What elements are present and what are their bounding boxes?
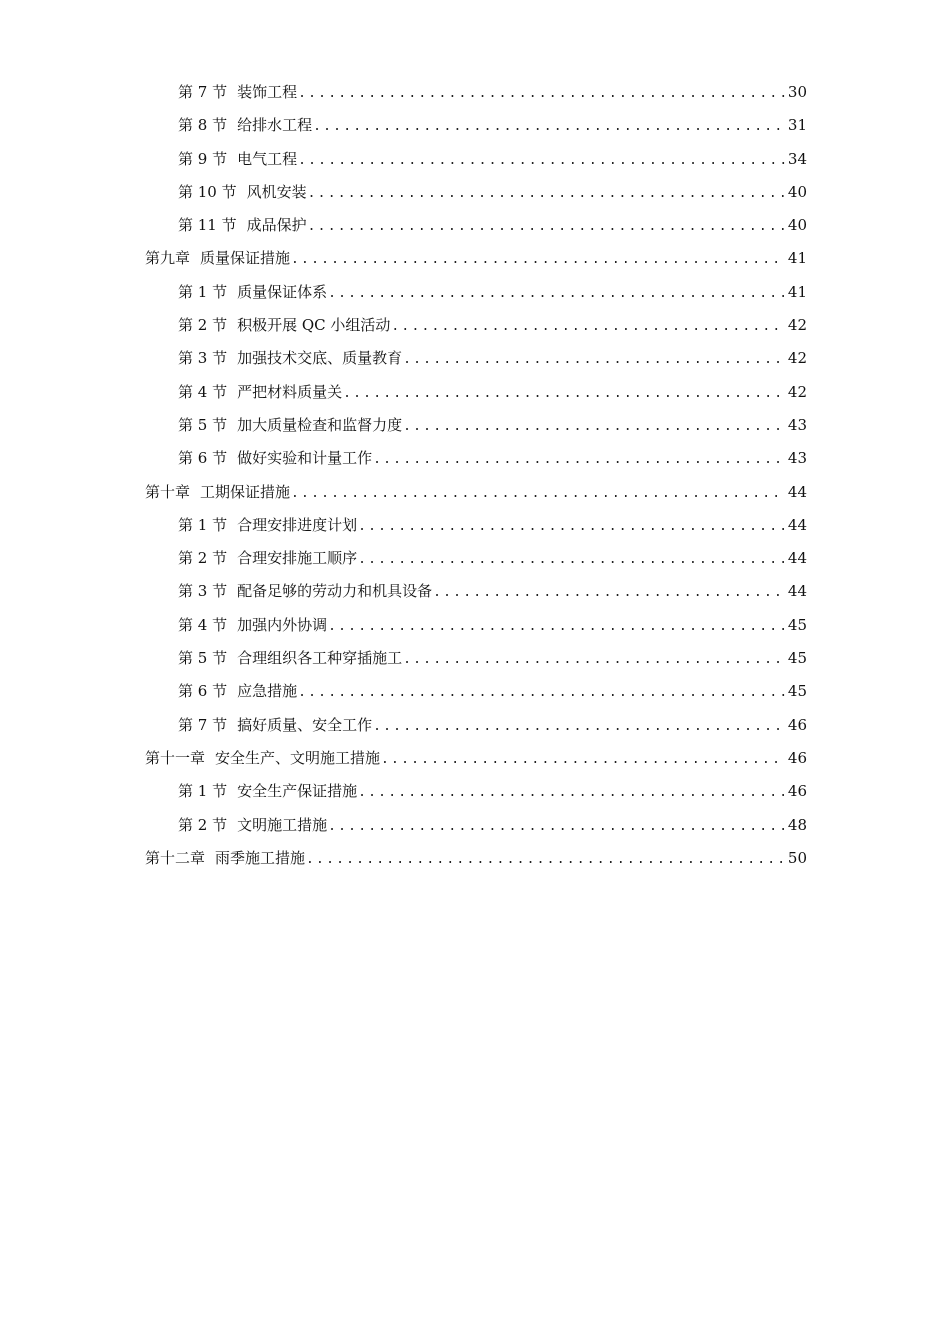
dot-leader (343, 377, 785, 410)
entry-title: 加强内外协调 (237, 615, 328, 634)
entry-title: 搞好质量、安全工作 (237, 715, 373, 734)
toc-chapter-entry[interactable] (145, 476, 807, 509)
entry-title: 装饰工程 (237, 83, 298, 101)
dot-leader (291, 243, 785, 276)
entry-number: 第 5 节 (178, 415, 228, 434)
dot-leader (358, 776, 785, 809)
toc-section-entry[interactable] (145, 575, 807, 608)
toc-chapter-entry[interactable] (145, 842, 807, 875)
entry-number: 第 2 节 (178, 815, 228, 834)
dot-leader (373, 443, 785, 476)
entry-page-number: 30 (787, 83, 807, 101)
entry-number: 第 3 节 (178, 349, 228, 368)
dot-leader (328, 277, 785, 310)
entry-title: 合理组织各工种穿插施工 (237, 649, 403, 668)
entry-page-number: 44 (787, 515, 807, 534)
entry-title: 质量保证措施 (200, 249, 291, 268)
entry-page-number: 45 (787, 682, 807, 701)
entry-title: 严把材料质量关 (237, 382, 343, 401)
entry-title: 加大质量检查和监督力度 (237, 415, 403, 434)
entry-page-number: 46 (787, 748, 807, 767)
entry-number: 第 10 节 (178, 182, 237, 201)
entry-page-number: 31 (787, 116, 807, 135)
entry-title: 做好实验和计量工作 (237, 449, 373, 468)
entry-title: 应急措施 (237, 682, 298, 701)
entry-page-number: 46 (787, 715, 807, 734)
entry-page-number: 40 (787, 182, 807, 201)
toc-chapter-entry[interactable] (145, 242, 807, 275)
toc-section-entry[interactable] (145, 775, 807, 808)
entry-title: 成品保护 (246, 216, 307, 235)
toc-section-entry[interactable] (145, 542, 807, 575)
entry-page-number: 44 (787, 549, 807, 568)
toc-section-entry[interactable] (145, 675, 807, 708)
entry-page-number: 50 (787, 848, 807, 867)
toc-section-entry[interactable] (145, 376, 807, 409)
toc-section-entry[interactable] (145, 76, 807, 109)
entry-title: 雨季施工措施 (215, 848, 306, 867)
entry-number: 第 9 节 (178, 149, 228, 168)
entry-page-number: 45 (787, 649, 807, 668)
dot-leader (308, 210, 785, 243)
toc-section-entry[interactable] (145, 809, 807, 842)
entry-title: 配备足够的劳动力和机具设备 (237, 582, 433, 601)
entry-page-number: 40 (787, 216, 807, 235)
dot-leader (403, 343, 785, 376)
entry-number: 第 3 节 (178, 582, 228, 601)
entry-page-number: 42 (787, 316, 807, 335)
dot-leader (391, 310, 785, 343)
toc-section-entry[interactable] (145, 642, 807, 675)
dot-leader (381, 743, 785, 776)
toc-chapter-entry[interactable] (145, 742, 807, 775)
dot-leader (403, 410, 785, 443)
dot-leader (308, 177, 785, 210)
table-of-contents (145, 76, 807, 875)
entry-number: 第 8 节 (178, 116, 228, 135)
entry-page-number: 44 (787, 582, 807, 601)
entry-title: 风机安装 (246, 182, 307, 201)
entry-number: 第 1 节 (178, 282, 228, 301)
entry-page-number: 43 (787, 415, 807, 434)
dot-leader (328, 610, 785, 643)
entry-title: 合理安排施工顺序 (237, 549, 358, 568)
toc-section-entry[interactable] (145, 509, 807, 542)
entry-page-number: 41 (787, 249, 807, 268)
entry-number: 第 4 节 (178, 382, 228, 401)
entry-page-number: 45 (787, 615, 807, 634)
entry-page-number: 34 (787, 149, 807, 168)
dot-leader (328, 810, 785, 843)
dot-leader (298, 77, 785, 110)
dot-leader (358, 510, 785, 543)
toc-section-entry[interactable] (145, 342, 807, 375)
entry-title: 安全生产保证措施 (237, 782, 358, 801)
toc-section-entry[interactable] (145, 143, 807, 176)
entry-number: 第 7 节 (178, 715, 228, 734)
entry-number: 第十二章 (145, 848, 206, 867)
entry-page-number: 44 (787, 482, 807, 501)
entry-number: 第 7 节 (178, 83, 228, 101)
dot-leader (291, 477, 785, 510)
entry-number: 第 1 节 (178, 782, 228, 801)
entry-page-number: 43 (787, 449, 807, 468)
toc-section-entry[interactable] (145, 176, 807, 209)
entry-page-number: 42 (787, 349, 807, 368)
entry-number: 第 1 节 (178, 515, 228, 534)
toc-section-entry[interactable] (145, 209, 807, 242)
toc-section-entry[interactable] (145, 276, 807, 309)
entry-title: 安全生产、文明施工措施 (215, 748, 381, 767)
toc-section-entry[interactable] (145, 609, 807, 642)
entry-title: 给排水工程 (237, 116, 313, 135)
entry-number: 第 6 节 (178, 682, 228, 701)
dot-leader (313, 110, 785, 143)
dot-leader (298, 144, 785, 177)
dot-leader (373, 710, 785, 743)
dot-leader (306, 843, 785, 876)
entry-page-number: 41 (787, 282, 807, 301)
entry-page-number: 48 (787, 815, 807, 834)
dot-leader (358, 543, 785, 576)
entry-title: 文明施工措施 (237, 815, 328, 834)
entry-number: 第 4 节 (178, 615, 228, 634)
entry-number: 第 6 节 (178, 449, 228, 468)
entry-title: 积极开展 QC 小组活动 (237, 316, 391, 335)
entry-number: 第 2 节 (178, 549, 228, 568)
entry-number: 第十章 (145, 482, 191, 501)
toc-section-entry[interactable] (145, 442, 807, 475)
toc-section-entry[interactable] (145, 709, 807, 742)
entry-title: 合理安排进度计划 (237, 515, 358, 534)
toc-section-entry[interactable] (145, 309, 807, 342)
toc-section-entry[interactable] (145, 409, 807, 442)
entry-number: 第 2 节 (178, 316, 228, 335)
toc-section-entry[interactable] (145, 109, 807, 142)
entry-title: 电气工程 (237, 149, 298, 168)
dot-leader (298, 676, 785, 709)
entry-number: 第 11 节 (178, 216, 237, 235)
entry-number: 第九章 (145, 249, 191, 268)
entry-title: 质量保证体系 (237, 282, 328, 301)
entry-number: 第十一章 (145, 748, 206, 767)
entry-number: 第 5 节 (178, 649, 228, 668)
entry-page-number: 42 (787, 382, 807, 401)
dot-leader (403, 643, 785, 676)
entry-title: 工期保证措施 (200, 482, 291, 501)
entry-title: 加强技术交底、质量教育 (237, 349, 403, 368)
dot-leader (433, 576, 785, 609)
entry-page-number: 46 (787, 782, 807, 801)
